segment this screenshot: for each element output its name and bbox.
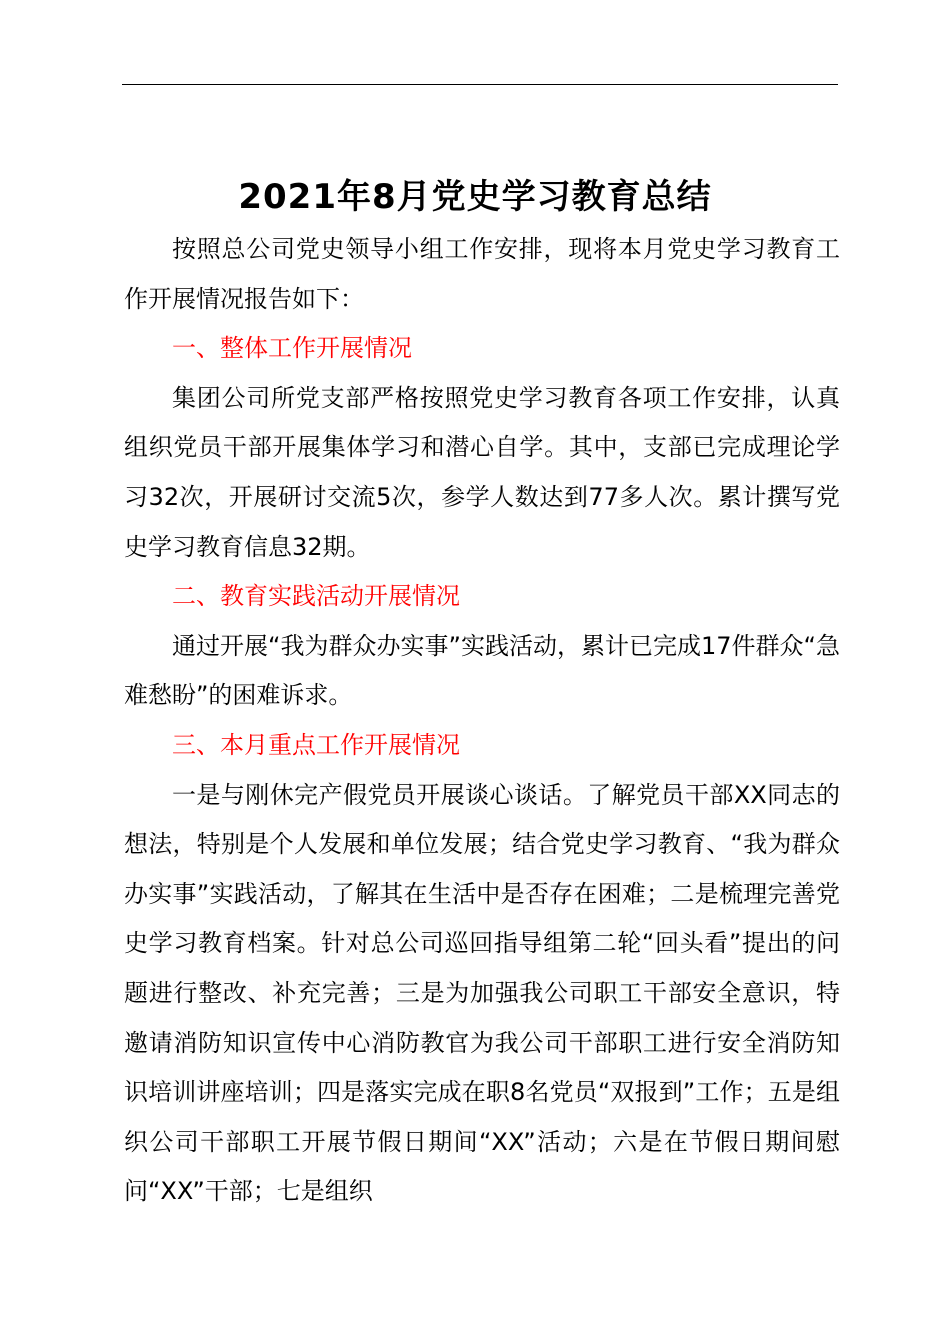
header-rule <box>122 84 838 85</box>
section-heading-overall: 一、整体工作开展情况 <box>172 334 412 363</box>
section-heading-practice: 二、教育实践活动开展情况 <box>172 582 460 611</box>
section-body-key-work: 一是与刚休完产假党员开展谈心谈话。了解党员干部XX同志的想法，特别是个人发展和单位发展；结合党史学习教育、“我为群众办实事”实践活动，了解其在生活中是否存在困难；二是梳理完善党史学习教育档案。针对总公司巡回指导组第二轮“回头看”提出的问题进行整改、补充完善；三是为加强我公司职工干部安全意识，特邀请消防知识宣传中心消防教官为我公司干部职工进行安全消防知识培训讲座培训；四是落实完成在职8名党员“双报到”工作；五是组织公司干部职工开展节假日期间“XX”活动；六是在节假日期间慰问“XX”干部；七是组织 <box>124 780 840 1206</box>
document-body <box>124 225 840 1217</box>
section-body-overall: 集团公司所党支部严格按照党史学习教育各项工作安排，认真组织党员干部开展集体学习和潜心自学。其中，支部已完成理论学习32次，开展研讨交流5次，参学人数达到77多人次。累计撰写党史学习教育信息32期。 <box>124 383 840 561</box>
section-heading-key-work: 三、本月重点工作开展情况 <box>172 730 460 759</box>
section-body-practice: 通过开展“我为群众办实事”实践活动，累计已完成17件群众“急难愁盼”的困难诉求。 <box>124 631 840 710</box>
document-title: 2021年8月党史学习教育总结 <box>238 176 712 217</box>
intro-paragraph: 按照总公司党史领导小组工作安排，现将本月党史学习教育工作开展情况报告如下： <box>124 235 840 313</box>
